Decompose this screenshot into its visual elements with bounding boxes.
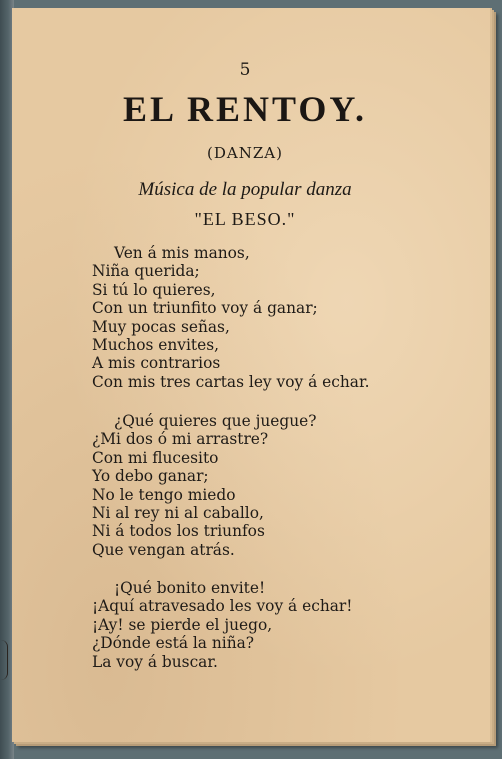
verse-line: No le tengo miedo	[92, 485, 236, 504]
verse-line: Que vengan atrás.	[92, 540, 235, 559]
stanza-1	[92, 244, 370, 391]
subtitle: (DANZA)	[207, 144, 283, 162]
verse-line: ¡Qué bonito envite!	[114, 579, 266, 597]
stanza-3	[92, 579, 352, 671]
verse-line: Ven á mis manos,	[114, 244, 250, 262]
verse-line: ¿Mi dos ó mi arrastre?	[92, 430, 269, 449]
verse-line: Ni á todos los triunfos	[92, 522, 265, 541]
music-attribution: Música de la popular danza	[138, 179, 352, 200]
verse-line: Con un triunfito voy á ganar;	[92, 299, 318, 318]
stanza-2	[92, 412, 317, 559]
verse-line: Muchos envites,	[92, 336, 219, 355]
verse-line: Yo debo ganar;	[92, 467, 209, 486]
verse-line: ¡Aquí atravesado les voy á echar!	[92, 597, 353, 616]
page-number: 5	[239, 60, 251, 80]
book-page	[12, 8, 492, 742]
verse-line: Con mis tres cartas ley voy á echar.	[92, 372, 370, 391]
song-title: "EL BESO."	[194, 209, 296, 229]
verse-line: La voy á buscar.	[92, 652, 218, 671]
verse-line: Con mi flucesito	[92, 448, 219, 467]
verse-line: A mis contrarios	[92, 354, 221, 373]
verse-line: ¿Dónde está la niña?	[92, 634, 255, 653]
verse-line: ¡Ay! se pierde el juego,	[92, 615, 273, 634]
verse-line: Muy pocas señas,	[92, 317, 230, 336]
verse-line: Ni al rey ni al caballo,	[92, 504, 264, 523]
verse-line: Niña querida;	[92, 262, 200, 281]
verse-line: ¿Qué quieres que juegue?	[114, 412, 317, 430]
binding-mark	[1, 640, 8, 680]
verse-line: Si tú lo quieres,	[92, 280, 216, 299]
page-title: EL RENTOY.	[122, 89, 368, 129]
